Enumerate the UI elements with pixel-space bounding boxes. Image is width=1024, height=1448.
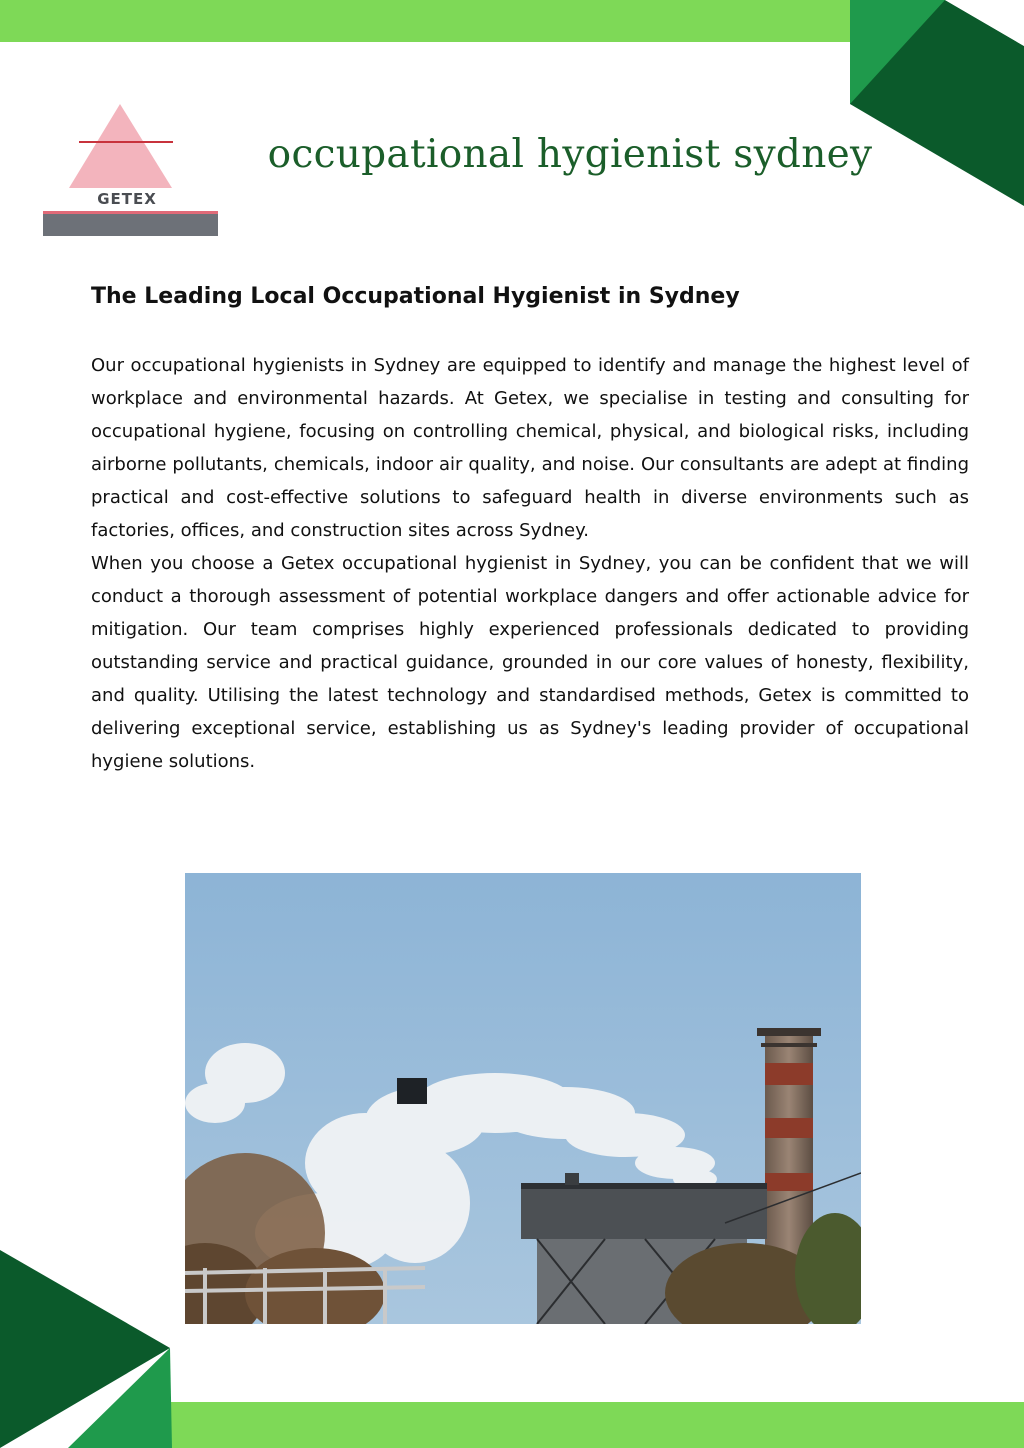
paragraph-1: Our occupational hygienists in Sydney are equipped to identify and manage the highest level of workplace and environmental hazards. At Getex, we specialise in testing and consulting for occupational hygiene, focusing on controlling chemical, physical, and biological risks, including airborne pollutants, chemicals, indoor air quality, and noise. Our consultants are adept at finding practical and cost-effective solutions to safeguard health in diverse environments such as factories, offices, and construction sites across Sydney. bbox=[91, 355, 969, 541]
logo-text: GETEX bbox=[97, 190, 157, 208]
top-accent-bar bbox=[0, 0, 850, 42]
getex-logo bbox=[43, 100, 218, 236]
section-heading: The Leading Local Occupational Hygienist in Sydney bbox=[91, 284, 740, 309]
bottom-left-corner-decoration bbox=[0, 1250, 172, 1448]
body-text bbox=[91, 349, 969, 778]
bottom-accent-bar bbox=[170, 1402, 1024, 1448]
page-title: occupational hygienist sydney bbox=[267, 132, 873, 177]
paragraph-2: When you choose a Getex occupational hygienist in Sydney, you can be confident that we will conduct a thorough assessment of potential workplace dangers and offer actionable advice for mitigation. Our team comprises highly experienced professionals dedicated to providing outstanding service and practical guidance, grounded in our core values of honesty, flexibility, and quality. Utilising the latest technology and standardised methods, Getex is committed to delivering exceptional service, establishing us as Sydney's leading provider of occupational hygiene solutions. bbox=[91, 553, 969, 772]
industrial-plant-photo bbox=[185, 873, 861, 1324]
